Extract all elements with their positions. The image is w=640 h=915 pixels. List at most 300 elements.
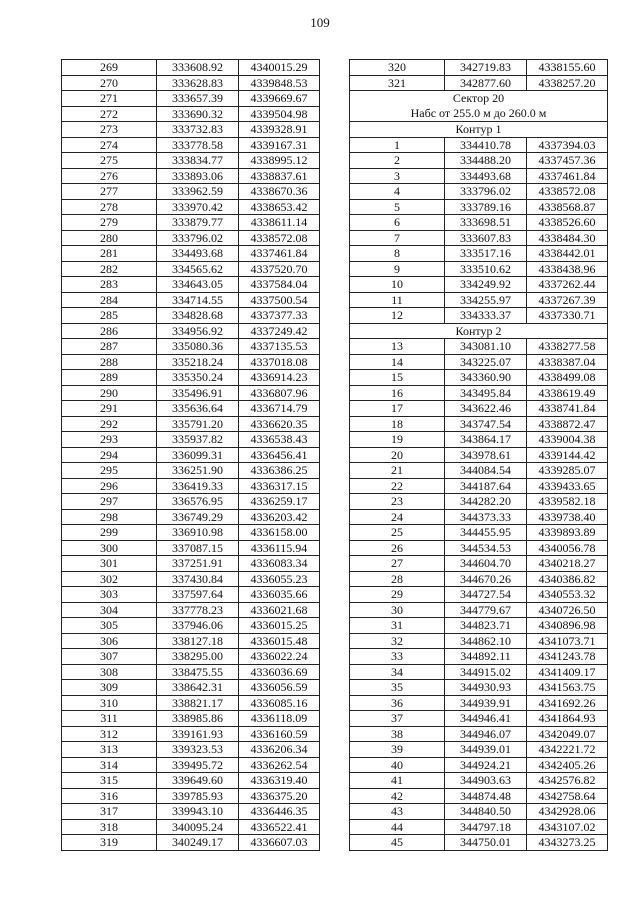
right-coordinates-table [349,59,608,851]
x-coordinate-cell: 343747.54 [445,416,527,432]
point-number-cell: 24 [350,509,445,525]
x-coordinate-cell: 339323.53 [157,742,239,758]
table-row [62,618,320,634]
point-number-cell: 284 [62,292,157,308]
x-coordinate-cell: 335080.36 [157,339,239,355]
y-coordinate-cell: 4337500.54 [239,292,320,308]
y-coordinate-cell: 4343107.02 [527,819,608,835]
x-coordinate-cell: 340249.17 [157,835,239,851]
table-row [62,354,320,370]
table-row [62,308,320,324]
table-row [350,587,608,603]
y-coordinate-cell: 4336055.23 [239,571,320,587]
table-row [350,804,608,820]
y-coordinate-cell: 4338442.01 [527,246,608,262]
x-coordinate-cell: 333796.02 [445,184,527,200]
x-coordinate-cell: 334714.55 [157,292,239,308]
table-row [350,711,608,727]
x-coordinate-cell: 334643.05 [157,277,239,293]
point-number-cell: 285 [62,308,157,324]
x-coordinate-cell: 333657.39 [157,91,239,107]
table-row [62,261,320,277]
point-number-cell: 270 [62,75,157,91]
point-number-cell: 11 [350,292,445,308]
y-coordinate-cell: 4338872.47 [527,416,608,432]
y-coordinate-cell: 4338438.96 [527,261,608,277]
x-coordinate-cell: 333732.83 [157,122,239,138]
x-coordinate-cell: 333879.77 [157,215,239,231]
table-row [62,60,320,76]
y-coordinate-cell: 4336203.42 [239,509,320,525]
table-row [62,199,320,215]
x-coordinate-cell: 335496.91 [157,385,239,401]
x-coordinate-cell: 335350.24 [157,370,239,386]
table-row [350,757,608,773]
point-number-cell: 27 [350,556,445,572]
sector-title-row [350,91,608,122]
y-coordinate-cell: 4339669.67 [239,91,320,107]
x-coordinate-cell: 340095.24 [157,819,239,835]
table-row [62,695,320,711]
x-coordinate-cell: 344797.18 [445,819,527,835]
table-row [350,370,608,386]
y-coordinate-cell: 4337457.36 [527,153,608,169]
sector-title-text: Сектор 20 [452,91,505,105]
y-coordinate-cell: 4336259.17 [239,494,320,510]
y-coordinate-cell: 4338155.60 [527,60,608,76]
point-number-cell: 19 [350,432,445,448]
point-number-cell: 15 [350,370,445,386]
point-number-cell: 280 [62,230,157,246]
y-coordinate-cell: 4338526.60 [527,215,608,231]
x-coordinate-cell: 336099.31 [157,447,239,463]
x-coordinate-cell: 344727.54 [445,587,527,603]
table-row [350,525,608,541]
point-number-cell: 29 [350,587,445,603]
point-number-cell: 14 [350,354,445,370]
point-number-cell: 10 [350,277,445,293]
table-row [350,292,608,308]
table-row [350,556,608,572]
x-coordinate-cell: 333690.32 [157,106,239,122]
y-coordinate-cell: 4341563.75 [527,680,608,696]
x-coordinate-cell: 336749.29 [157,509,239,525]
point-number-cell: 304 [62,602,157,618]
x-coordinate-cell: 344924.21 [445,757,527,773]
table-row [350,509,608,525]
point-number-cell: 294 [62,447,157,463]
y-coordinate-cell: 4341864.93 [527,711,608,727]
point-number-cell: 41 [350,773,445,789]
point-number-cell: 287 [62,339,157,355]
point-number-cell: 281 [62,246,157,262]
point-number-cell: 8 [350,246,445,262]
table-row [62,292,320,308]
table-row [350,664,608,680]
point-number-cell: 6 [350,215,445,231]
table-row [62,571,320,587]
point-number-cell: 35 [350,680,445,696]
y-coordinate-cell: 4342576.82 [527,773,608,789]
y-coordinate-cell: 4340218.27 [527,556,608,572]
point-number-cell: 291 [62,401,157,417]
y-coordinate-cell: 4336807.96 [239,385,320,401]
point-number-cell: 30 [350,602,445,618]
x-coordinate-cell: 344874.48 [445,788,527,804]
table-row [62,416,320,432]
sector-subtitle-text: Набс от 255.0 м до 260.0 м [410,106,547,120]
x-coordinate-cell: 334249.92 [445,277,527,293]
y-coordinate-cell: 4339144.42 [527,447,608,463]
x-coordinate-cell: 339649.60 [157,773,239,789]
table-row [62,106,320,122]
y-coordinate-cell: 4340015.29 [239,60,320,76]
y-coordinate-cell: 4340553.32 [527,587,608,603]
x-coordinate-cell: 333607.83 [445,230,527,246]
table-row [62,401,320,417]
point-number-cell: 269 [62,60,157,76]
table-row [350,835,608,851]
y-coordinate-cell: 4342928.06 [527,804,608,820]
x-coordinate-cell: 339785.93 [157,788,239,804]
point-number-cell: 277 [62,184,157,200]
table-row [62,525,320,541]
x-coordinate-cell: 338642.31 [157,680,239,696]
x-coordinate-cell: 336910.98 [157,525,239,541]
x-coordinate-cell: 333796.02 [157,230,239,246]
table-row [350,184,608,200]
x-coordinate-cell: 333778.58 [157,137,239,153]
table-row [62,835,320,851]
point-number-cell: 301 [62,556,157,572]
table-row [350,819,608,835]
y-coordinate-cell: 4338837.61 [239,168,320,184]
y-coordinate-cell: 4341073.71 [527,633,608,649]
y-coordinate-cell: 4341243.78 [527,649,608,665]
table-row [62,788,320,804]
x-coordinate-cell: 336251.90 [157,463,239,479]
point-number-cell: 276 [62,168,157,184]
y-coordinate-cell: 4336319.40 [239,773,320,789]
x-coordinate-cell: 334488.20 [445,153,527,169]
x-coordinate-cell: 344604.70 [445,556,527,572]
point-number-cell: 9 [350,261,445,277]
table-row [62,432,320,448]
table-row [350,261,608,277]
point-number-cell: 311 [62,711,157,727]
y-coordinate-cell: 4336607.03 [239,835,320,851]
point-number-cell: 282 [62,261,157,277]
x-coordinate-cell: 338821.17 [157,695,239,711]
point-number-cell: 25 [350,525,445,541]
x-coordinate-cell: 337946.06 [157,618,239,634]
point-number-cell: 317 [62,804,157,820]
table-row [62,726,320,742]
y-coordinate-cell: 4337267.39 [527,292,608,308]
x-coordinate-cell: 343864.17 [445,432,527,448]
table-row [350,277,608,293]
x-coordinate-cell: 344892.11 [445,649,527,665]
point-number-cell: 300 [62,540,157,556]
point-number-cell: 38 [350,726,445,742]
y-coordinate-cell: 4336015.48 [239,633,320,649]
table-row [350,447,608,463]
x-coordinate-cell: 343978.61 [445,447,527,463]
point-number-cell: 2 [350,153,445,169]
table-row [62,230,320,246]
x-coordinate-cell: 334493.68 [157,246,239,262]
table-row [62,587,320,603]
x-coordinate-cell: 333834.77 [157,153,239,169]
point-number-cell: 33 [350,649,445,665]
x-coordinate-cell: 344915.02 [445,664,527,680]
table-row [62,819,320,835]
x-coordinate-cell: 344939.91 [445,695,527,711]
table-row [62,277,320,293]
x-coordinate-cell: 334255.97 [445,292,527,308]
point-number-cell: 37 [350,711,445,727]
point-number-cell: 44 [350,819,445,835]
table-row [350,463,608,479]
x-coordinate-cell: 333789.16 [445,199,527,215]
table-row [350,215,608,231]
x-coordinate-cell: 336576.95 [157,494,239,510]
x-coordinate-cell: 344282.20 [445,494,527,510]
point-number-cell: 28 [350,571,445,587]
y-coordinate-cell: 4336085.16 [239,695,320,711]
table-row [62,168,320,184]
y-coordinate-cell: 4336714.79 [239,401,320,417]
left-coordinates-table [61,59,320,851]
point-number-cell: 293 [62,432,157,448]
y-coordinate-cell: 4340896.98 [527,618,608,634]
y-coordinate-cell: 4339328.91 [239,122,320,138]
table-row [350,742,608,758]
table-row [62,757,320,773]
table-row [62,75,320,91]
y-coordinate-cell: 4342758.64 [527,788,608,804]
x-coordinate-cell: 333962.59 [157,184,239,200]
x-coordinate-cell: 344930.93 [445,680,527,696]
table-row [62,463,320,479]
x-coordinate-cell: 344779.67 [445,602,527,618]
table-row [62,680,320,696]
x-coordinate-cell: 342877.60 [445,75,527,91]
page-number: 109 [310,15,330,30]
y-coordinate-cell: 4342221.72 [527,742,608,758]
y-coordinate-cell: 4336522.41 [239,819,320,835]
table-row [62,494,320,510]
table-row [62,509,320,525]
y-coordinate-cell: 4339738.40 [527,509,608,525]
y-coordinate-cell: 4340056.78 [527,540,608,556]
y-coordinate-cell: 4336262.54 [239,757,320,773]
y-coordinate-cell: 4339167.31 [239,137,320,153]
y-coordinate-cell: 4336022.24 [239,649,320,665]
point-number-cell: 289 [62,370,157,386]
y-coordinate-cell: 4336386.25 [239,463,320,479]
table-row [62,122,320,138]
y-coordinate-cell: 4342405.26 [527,757,608,773]
y-coordinate-cell: 4339504.98 [239,106,320,122]
y-coordinate-cell: 4337018.08 [239,354,320,370]
point-number-cell: 31 [350,618,445,634]
x-coordinate-cell: 338295.00 [157,649,239,665]
table-row [62,323,320,339]
table-row [62,711,320,727]
contour-title-row [350,122,608,138]
x-coordinate-cell: 344084.54 [445,463,527,479]
table-row [62,137,320,153]
table-row [350,773,608,789]
point-number-cell: 318 [62,819,157,835]
point-number-cell: 299 [62,525,157,541]
table-row [62,742,320,758]
y-coordinate-cell: 4341692.26 [527,695,608,711]
point-number-cell: 3 [350,168,445,184]
point-number-cell: 5 [350,199,445,215]
table-row [62,215,320,231]
table-row [350,153,608,169]
point-number-cell: 303 [62,587,157,603]
point-number-cell: 40 [350,757,445,773]
x-coordinate-cell: 344750.01 [445,835,527,851]
y-coordinate-cell: 4337461.84 [239,246,320,262]
y-coordinate-cell: 4338387.04 [527,354,608,370]
table-row [62,447,320,463]
y-coordinate-cell: 4342049.07 [527,726,608,742]
point-number-cell: 12 [350,308,445,324]
x-coordinate-cell: 344823.71 [445,618,527,634]
y-coordinate-cell: 4337330.71 [527,308,608,324]
x-coordinate-cell: 344862.10 [445,633,527,649]
point-number-cell: 279 [62,215,157,231]
table-row [350,416,608,432]
y-coordinate-cell: 4338611.14 [239,215,320,231]
point-number-cell: 273 [62,122,157,138]
x-coordinate-cell: 339943.10 [157,804,239,820]
y-coordinate-cell: 4337520.70 [239,261,320,277]
table-row [350,649,608,665]
table-row [350,385,608,401]
point-number-cell: 296 [62,478,157,494]
y-coordinate-cell: 4336158.00 [239,525,320,541]
y-coordinate-cell: 4337262.44 [527,277,608,293]
y-coordinate-cell: 4339004.38 [527,432,608,448]
point-number-cell: 39 [350,742,445,758]
x-coordinate-cell: 334956.92 [157,323,239,339]
y-coordinate-cell: 4336118.09 [239,711,320,727]
y-coordinate-cell: 4338484.30 [527,230,608,246]
table-row [62,91,320,107]
table-row [350,680,608,696]
point-number-cell: 292 [62,416,157,432]
table-row [350,137,608,153]
x-coordinate-cell: 334333.37 [445,308,527,324]
x-coordinate-cell: 337597.64 [157,587,239,603]
table-row [62,649,320,665]
point-number-cell: 306 [62,633,157,649]
table-row [62,370,320,386]
y-coordinate-cell: 4337377.33 [239,308,320,324]
y-coordinate-cell: 4339433.65 [527,478,608,494]
sector-title [350,91,608,122]
table-row [350,571,608,587]
table-row [350,726,608,742]
x-coordinate-cell: 339161.93 [157,726,239,742]
point-number-cell: 320 [350,60,445,76]
contour-title-row [350,323,608,339]
y-coordinate-cell: 4338499.08 [527,370,608,386]
y-coordinate-cell: 4337461.84 [527,168,608,184]
table-row [350,199,608,215]
point-number-cell: 20 [350,447,445,463]
y-coordinate-cell: 4336021.68 [239,602,320,618]
point-number-cell: 18 [350,416,445,432]
x-coordinate-cell: 333628.83 [157,75,239,91]
table-row [62,246,320,262]
y-coordinate-cell: 4337249.42 [239,323,320,339]
point-number-cell: 23 [350,494,445,510]
x-coordinate-cell: 343622.46 [445,401,527,417]
table-row [350,432,608,448]
y-coordinate-cell: 4343273.25 [527,835,608,851]
point-number-cell: 274 [62,137,157,153]
x-coordinate-cell: 334565.62 [157,261,239,277]
table-row [350,618,608,634]
point-number-cell: 315 [62,773,157,789]
table-row [62,602,320,618]
table-row [62,633,320,649]
y-coordinate-cell: 4338572.08 [527,184,608,200]
point-number-cell: 290 [62,385,157,401]
point-number-cell: 42 [350,788,445,804]
x-coordinate-cell: 344534.53 [445,540,527,556]
x-coordinate-cell: 333893.06 [157,168,239,184]
table-row [350,75,608,91]
table-row [62,153,320,169]
x-coordinate-cell: 343225.07 [445,354,527,370]
point-number-cell: 21 [350,463,445,479]
x-coordinate-cell: 335791.20 [157,416,239,432]
point-number-cell: 278 [62,199,157,215]
y-coordinate-cell: 4338277.58 [527,339,608,355]
point-number-cell: 16 [350,385,445,401]
contour1-title: Контур 1 [350,122,608,138]
table-row [350,494,608,510]
point-number-cell: 319 [62,835,157,851]
table-row [350,60,608,76]
y-coordinate-cell: 4339848.53 [239,75,320,91]
table-row [350,478,608,494]
point-number-cell: 298 [62,509,157,525]
table-row [62,478,320,494]
point-number-cell: 312 [62,726,157,742]
table-row [350,308,608,324]
y-coordinate-cell: 4336083.34 [239,556,320,572]
table-row [350,339,608,355]
table-row [350,354,608,370]
y-coordinate-cell: 4338619.49 [527,385,608,401]
x-coordinate-cell: 334493.68 [445,168,527,184]
y-coordinate-cell: 4339893.89 [527,525,608,541]
point-number-cell: 313 [62,742,157,758]
x-coordinate-cell: 344373.33 [445,509,527,525]
point-number-cell: 1 [350,137,445,153]
table-row [62,385,320,401]
table-row [350,230,608,246]
x-coordinate-cell: 334828.68 [157,308,239,324]
